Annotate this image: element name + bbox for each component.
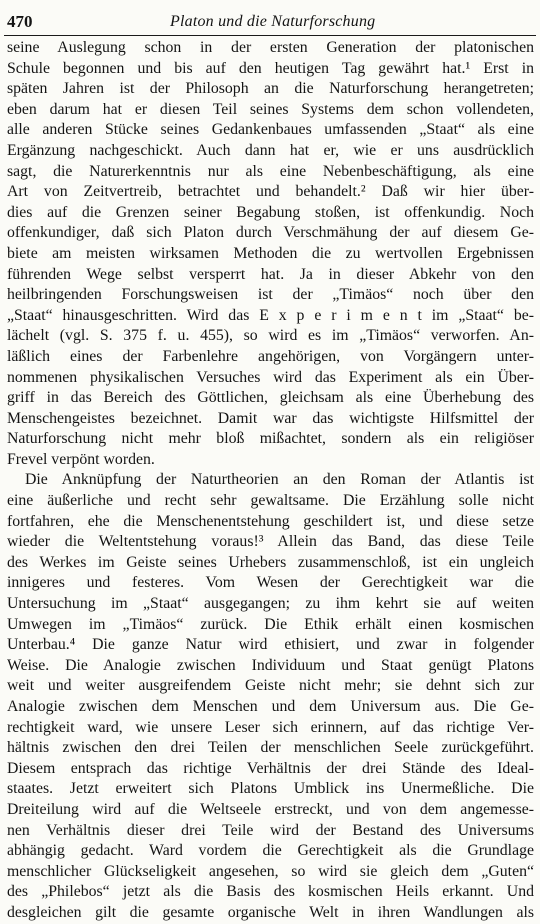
text-line: Untersuchung im „Staat“ ausgegangen; zu ihm kehrt sie auf weiten <box>7 595 534 613</box>
text-line: Diesem entsprach das richtige Verhältnis der drei Stände des Ideal- <box>7 759 534 777</box>
paragraph <box>7 38 534 470</box>
text-line: sagt, die Naturerkenntnis nur als eine Nebenbeschäftigung, als eine <box>7 162 534 180</box>
text-line: hältnis zwischen den drei Teilen der menschlichen Seele zurückgeführt. <box>7 739 534 757</box>
text-line: staates. Jetzt erweitert sich Platons Umblick ins Unermeßliche. Die <box>7 780 534 798</box>
text-line: eben darum hat er diesen Teil seines Systems dem schon vollendeten, <box>7 100 534 118</box>
paragraph <box>7 470 534 923</box>
running-title: Platon und die Naturforschung <box>170 13 376 30</box>
body-text <box>7 38 534 924</box>
text-line: läßlich eines der Farbenlehre angehörigen, von Vorgängern unter- <box>7 347 534 365</box>
text-line: Naturforschung nicht mehr bloß mißachtet, sondern als ein religiöser <box>7 430 534 448</box>
text-line: Menschengeistes bezeichnet. Damit war das wichtigste Hilfsmittel der <box>7 409 534 427</box>
page-number: 470 <box>7 12 33 31</box>
text-line: offenkundiger, daß sich Platon durch Verschmähung der auf diesem Ge- <box>7 224 534 242</box>
text-line: heilbringenden Forschungsweisen ist der „Timäos“ noch über den <box>7 286 534 304</box>
running-header <box>0 0 540 36</box>
text-line: Analogie zwischen dem Menschen und dem Universum aus. Die Ge- <box>7 698 534 715</box>
text-line: des Werkes im Geiste seines Urhebers zusammenschloß, ist ein ungleich <box>7 553 534 571</box>
text-line: desgleichen gilt die gesamte organische Welt in ihren Wandlungen als <box>7 903 534 921</box>
text-line: lächelt (vgl. S. 375 f. u. 455), so wird es im „Timäos“ verworfen. An- <box>7 327 534 345</box>
text-line: nen Verhältnis dieser drei Teile wird der Bestand des Universums <box>7 821 534 839</box>
text-line: Ergänzung nachgeschickt. Auch dann hat er, wie er uns ausdrücklich <box>7 141 534 159</box>
text-line: abhängig gedacht. Ward vordem die Gerechtigkeit als die Grundlage <box>7 842 534 860</box>
text-line: biete am meisten wirksamen Methoden die zu wertvollen Ergebnissen <box>7 244 534 262</box>
text-line: seine Auslegung schon in der ersten Generation der platonischen <box>7 39 534 56</box>
text-line: Die Anknüpfung der Naturtheorien an den Roman der Atlantis ist <box>25 471 534 489</box>
text-line: innigeres und festeres. Vom Wesen der Gerechtigkeit war die <box>7 574 534 592</box>
text-line: fortfahren, ehe die Menschenentstehung geschildert ist, und diese setze <box>7 512 534 530</box>
text-line: des „Philebos“ jetzt als die Basis des kosmischen Heils erkannt. Und <box>7 883 534 901</box>
text-line: griff in das Bereich des Göttlichen, gleichsam als eine Überhebung des <box>7 389 534 407</box>
text-line: „Staat“ hinausgeschritten. Wird das E x p e r i m e n t im „Staat“ be- <box>7 306 534 324</box>
text-line: eine äußerliche und recht sehr gewaltsame. Die Erzählung solle nicht <box>7 492 534 510</box>
text-line: Weise. Die Analogie zwischen Individuum und Staat genügt Platons <box>7 656 534 674</box>
text-line: alle anderen Stücke seines Gedankenbaues umfassenden „Staat“ als eine <box>7 121 534 139</box>
text-line: Dreiteilung wird auf die Weltseele erstreckt, und von dem angemesse- <box>7 800 534 818</box>
text-line: wieder die Weltentstehung voraus!³ Allein das Band, das diese Teile <box>7 533 534 551</box>
text-line: weit und weiter ausgreifendem Geiste nicht mehr; sie dehnt sich zur <box>7 677 534 695</box>
text-line: Unterbau.⁴ Die ganze Natur wird ethisiert, und zwar in folgender <box>7 636 534 654</box>
text-line: führenden Wege selbst versperrt hat. Ja in dieser Abkehr von den <box>7 265 534 283</box>
text-line: Art von Zeitvertreib, betrachtet und behandelt.² Daß wir hier über- <box>7 183 534 201</box>
text-line: Umwegen im „Timäos“ zurück. Die Ethik erhält einen kosmischen <box>7 615 534 633</box>
text-line: nommenen physikalischen Versuches wird das Experiment als ein Über- <box>7 368 534 386</box>
text-line: Frevel verpönt worden. <box>7 450 155 468</box>
text-line: dies auf die Grenzen seiner Begabung stoßen, ist offenkundig. Noch <box>7 203 534 221</box>
text-line: menschlicher Glückseligkeit angesehen, so wird sie gleich dem „Guten“ <box>7 862 534 880</box>
text-line: rechtigkeit ward, wie unsere Leser sich erinnern, auf das richtige Ver- <box>7 718 534 736</box>
header-rule <box>4 35 536 36</box>
text-line: Schule begonnen und bis auf den heutigen Tag gewährt hat.¹ Erst in <box>7 59 534 77</box>
text-line: späten Jahren ist der Philosoph an die Naturforschung herangetreten; <box>7 80 534 98</box>
